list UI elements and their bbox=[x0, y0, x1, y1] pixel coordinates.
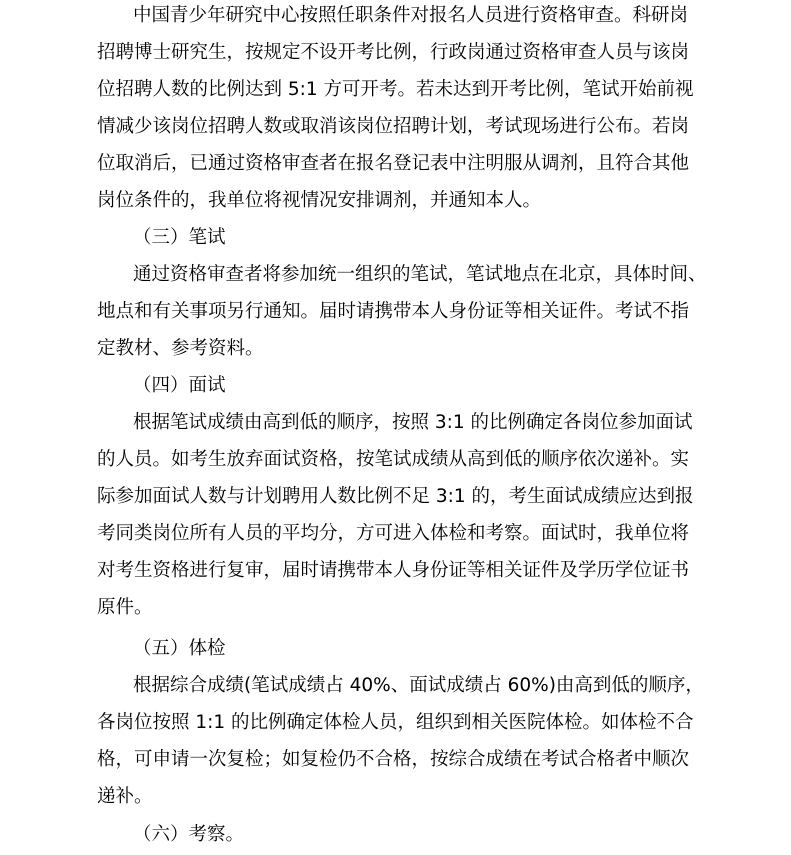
paragraph-line: 各岗位按照 1:1 的比例确定体检人员，组织到相关医院体检。如体检不合 bbox=[97, 712, 694, 733]
section-heading-investigation: （六）考察。 bbox=[133, 824, 245, 845]
paragraph-line: 根据综合成绩(笔试成绩占 40%、面试成绩占 60%)由高到低的顺序， bbox=[133, 675, 704, 696]
paragraph-line: 的人员。如考生放弃面试资格，按笔试成绩从高到低的顺序依次递补。实 bbox=[97, 449, 690, 470]
paragraph-line: 根据笔试成绩由高到低的顺序，按照 3:1 的比例确定各岗位参加面试 bbox=[133, 412, 693, 433]
paragraph-line: 原件。 bbox=[97, 597, 153, 618]
paragraph-line: 格，可申请一次复检；如复检仍不合格，按综合成绩在考试合格者中顺次 bbox=[97, 749, 690, 770]
section-heading-physical-exam: （五）体检 bbox=[133, 638, 226, 659]
paragraph-line: 递补。 bbox=[97, 786, 153, 807]
paragraph-line: 招聘博士研究生，按规定不设开考比例，行政岗通过资格审查人员与该岗 bbox=[97, 42, 690, 63]
paragraph-line: 位取消后，已通过资格审查者在报名登记表中注明服从调剂，且符合其他 bbox=[97, 153, 690, 174]
paragraph-line: 情减少该岗位招聘人数或取消该岗位招聘计划，考试现场进行公布。若岗 bbox=[97, 116, 690, 137]
paragraph-line: 位招聘人数的比例达到 5:1 方可开考。若未达到开考比例，笔试开始前视 bbox=[97, 79, 694, 100]
paragraph-line: 际参加面试人数与计划聘用人数比例不足 3:1 的，考生面试成绩应达到报 bbox=[97, 486, 694, 507]
paragraph-line: 定教材、参考资料。 bbox=[97, 338, 264, 359]
paragraph-line: 地点和有关事项另行通知。届时请携带本人身份证等相关证件。考试不指 bbox=[97, 301, 690, 322]
paragraph-line: 通过资格审查者将参加统一组织的笔试，笔试地点在北京，具体时间、 bbox=[133, 264, 707, 285]
paragraph-line: 中国青少年研究中心按照任职条件对报名人员进行资格审查。科研岗 bbox=[133, 5, 689, 26]
paragraph-line: 对考生资格进行复审，届时请携带本人身份证等相关证件及学历学位证书 bbox=[97, 560, 690, 581]
paragraph-line: 岗位条件的，我单位将视情况安排调剂，并通知本人。 bbox=[97, 190, 542, 211]
section-heading-interview: （四）面试 bbox=[133, 375, 226, 396]
paragraph-line: 考同类岗位所有人员的平均分，方可进入体检和考察。面试时，我单位将 bbox=[97, 523, 690, 544]
section-heading-written-test: （三）笔试 bbox=[133, 227, 226, 248]
